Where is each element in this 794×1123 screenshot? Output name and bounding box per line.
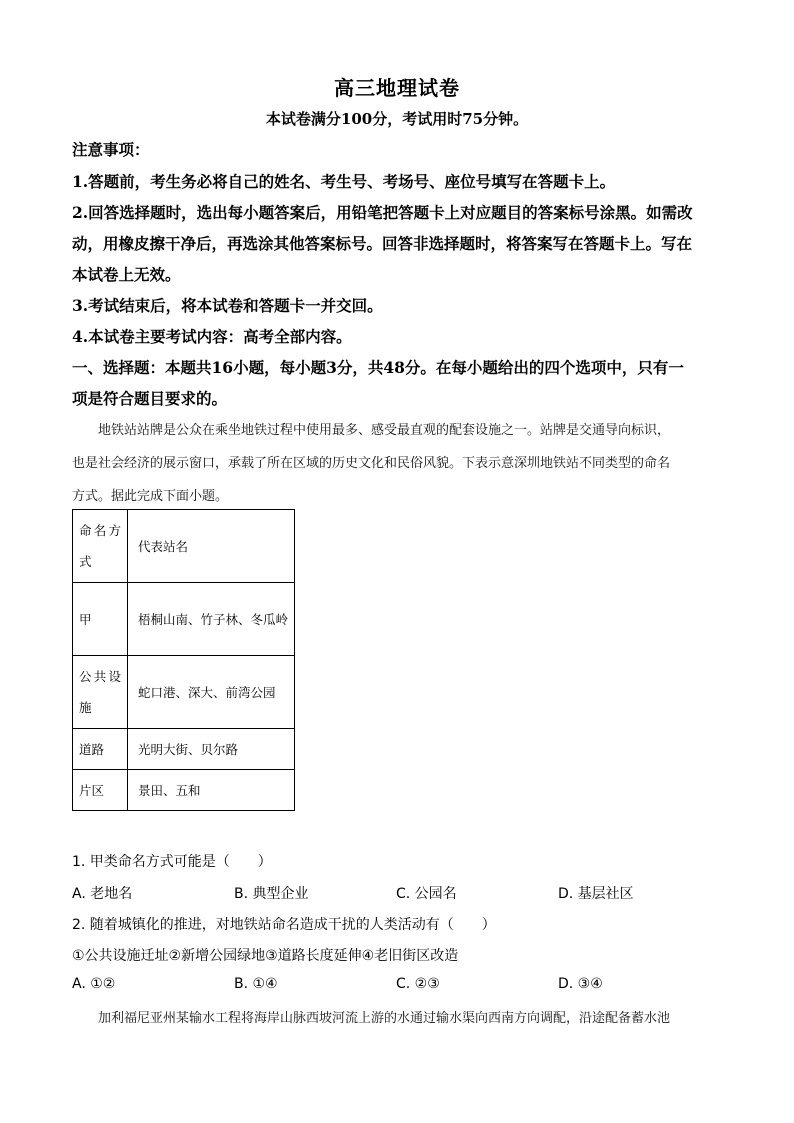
question-2-option-a: A. ①② xyxy=(72,976,116,992)
question-1-option-a: A. 老地名 xyxy=(72,886,133,902)
passage-1-line-3: 方式。据此完成下面小题。 xyxy=(72,489,229,504)
question-2-stem: 2. 随着城镇化的推进，对地铁站命名造成干扰的人类活动有（ ） xyxy=(72,917,496,933)
table-cell-type: 公共设施 xyxy=(73,656,128,729)
passage-2-line-1: 加利福尼亚州某输水工程将海岸山脉西坡河流上游的水通过输水渠向西南方向调配，沿途配备蓄水池 xyxy=(98,1011,671,1026)
question-1-stem: 1. 甲类命名方式可能是（ ） xyxy=(72,854,272,870)
note-item-2-line-1: 2.回答选择题时，选出每小题答案后，用铅笔把答题卡上对应题目的答案标号涂黑。如需改 xyxy=(72,203,693,222)
table-row xyxy=(73,656,295,729)
table-row xyxy=(73,770,295,811)
notes-heading: 注意事项： xyxy=(72,140,150,159)
table-cell-stations: 蛇口港、深大、前湾公园 xyxy=(128,656,295,729)
question-2-items: ①公共设施迁址②新增公园绿地③道路长度延伸④老旧街区改造 xyxy=(72,948,459,964)
table-cell-stations: 光明大街、贝尔路 xyxy=(128,729,295,770)
note-item-2-line-3: 本试卷上无效。 xyxy=(72,265,181,284)
question-2-option-c: C. ②③ xyxy=(396,976,440,992)
section-heading-line-2: 项是符合题目要求的。 xyxy=(72,389,228,408)
table-cell-type: 道路 xyxy=(73,729,128,770)
page-title: 高三地理试卷 xyxy=(334,76,460,100)
note-item-3: 3.考试结束后，将本试卷和答题卡一并交回。 xyxy=(72,296,383,315)
table-header-naming: 命名方式 xyxy=(73,510,128,583)
question-2-option-d: D. ③④ xyxy=(558,976,603,992)
table-cell-type: 片区 xyxy=(73,770,128,811)
table-cell-stations: 景田、五和 xyxy=(128,770,295,811)
passage-1-line-2: 也是社会经济的展示窗口，承载了所在区域的历史文化和民俗风貌。下表示意深圳地铁站不同类型的命名 xyxy=(72,456,671,471)
passage-2 xyxy=(72,1002,724,1035)
table-header-row xyxy=(73,510,295,583)
note-item-2-line-2: 动，用橡皮擦干净后，再选涂其他答案标号。回答非选择题时，将答案写在答题卡上。写在 xyxy=(72,234,693,253)
section-heading-line-1: 一、选择题：本题共16小题，每小题3分，共48分。在每小题给出的四个选项中，只有一 xyxy=(72,358,684,377)
exam-info: 本试卷满分100分，考试用时75分钟。 xyxy=(265,110,529,128)
note-item-1: 1.答题前，考生务必将自己的姓名、考生号、考场号、座位号填写在答题卡上。 xyxy=(72,172,616,191)
question-1-option-d: D. 基层社区 xyxy=(558,886,634,902)
note-item-4: 4.本试卷主要考试内容：高考全部内容。 xyxy=(72,327,352,346)
passage-1-line-1: 地铁站站牌是公众在乘坐地铁过程中使用最多、感受最直观的配套设施之一。站牌是交通导向标识， xyxy=(98,423,671,438)
question-2-option-b: B. ①④ xyxy=(234,976,278,992)
table-row xyxy=(73,583,295,656)
table-header-stations: 代表站名 xyxy=(128,510,295,583)
table-cell-stations: 梧桐山南、竹子林、冬瓜岭 xyxy=(128,583,295,656)
question-1-option-c: C. 公园名 xyxy=(396,886,457,902)
station-naming-table xyxy=(72,509,295,811)
passage-1 xyxy=(72,414,724,513)
question-1-option-b: B. 典型企业 xyxy=(234,886,309,902)
table-row xyxy=(73,729,295,770)
table-cell-type: 甲 xyxy=(73,583,128,656)
